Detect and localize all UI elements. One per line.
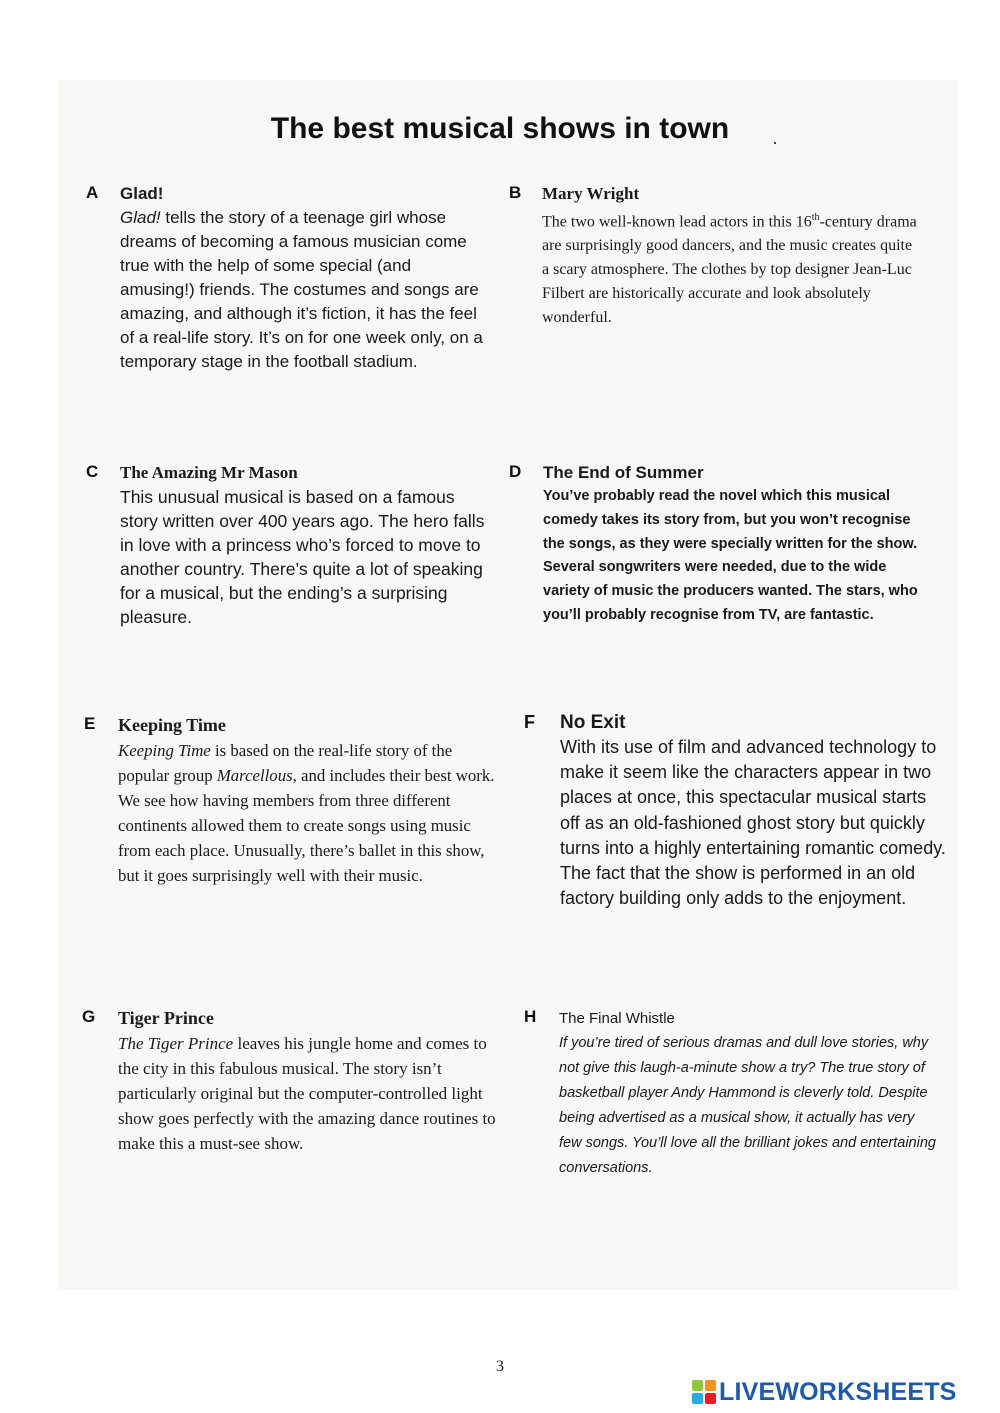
section-b-letter: B (509, 183, 522, 202)
section-e-heading: Keeping Time (118, 715, 226, 735)
section-a-body (120, 206, 490, 374)
section-h-body: If you’re tired of serious dramas and dull love stories, why not give this laugh-a-minute show a try? The true story of basketball player Andy Hammond is cleverly told. Despite being advertised as a musical show, it actually has very few songs. You’ll love all the brilliant jokes and entertaining conversations. (559, 1035, 936, 1176)
section-g-letter: G (82, 1007, 96, 1026)
section-a (120, 182, 490, 374)
section-h-heading: The Final Whistle (559, 1010, 675, 1027)
liveworksheets-watermark (692, 1378, 957, 1406)
section-h-letter: H (524, 1007, 537, 1026)
section-b-body (542, 206, 922, 330)
section-b-ordinal: th (811, 212, 820, 223)
section-d-letter: D (509, 462, 522, 481)
section-a-heading: Glad! (120, 184, 164, 203)
section-e-body (118, 738, 503, 888)
section-e-group-name: Marcellous (216, 766, 293, 785)
section-h (559, 1006, 939, 1181)
page-number: 3 (496, 1358, 504, 1375)
section-b-body-end: -century drama are surprisingly good dancers, and the music creates quite a scary atmosphere. The clothes by top designer Jean-Luc Filbert are historically accurate and look absolutely wonderful. (542, 213, 917, 327)
section-f-heading: No Exit (560, 712, 626, 733)
section-g-show-title: The Tiger Prince (118, 1034, 234, 1053)
section-g-body (118, 1031, 508, 1156)
section-g-heading: Tiger Prince (118, 1008, 214, 1028)
section-e-show-title: Keeping Time (118, 741, 211, 760)
section-d-body: You’ve probably read the novel which this musical comedy takes its story from, but you won’t recognise the songs, as they were specially written for the show. Several songwriters were needed, due to the wide variety of music the producers wanted. The stars, who you’ll probably recognise from TV, are fantastic. (543, 488, 918, 623)
section-d-heading: The End of Summer (543, 463, 704, 482)
section-a-letter: A (86, 183, 99, 202)
section-b (542, 182, 922, 330)
title-speck (774, 142, 776, 144)
section-c (120, 461, 495, 629)
section-b-body-start: The two well-known lead actors in this 16 (542, 213, 812, 231)
section-g (118, 1006, 508, 1156)
section-a-body-text: tells the story of a teenage girl whose dreams of becoming a famous musician come true with the help of some special (and amusing!) friends. The costumes and songs are amazing, and although it’s fiction, it has the feel of a real-life story. It’s on for one week only, on a temporary stage in the football stadium. (120, 208, 483, 371)
page-title: The best musical shows in town (270, 112, 730, 145)
liveworksheets-logo-text: LIVEWORKSHEETS (719, 1377, 957, 1406)
section-b-heading: Mary Wright (542, 184, 640, 203)
section-d (543, 461, 923, 628)
section-e-body-text: , and includes their best work. We see how having members from three different continents allowed them to create songs using music from each place. Unusually, there’s ballet in this show, but it goes surprisingly well with their music. (118, 766, 495, 885)
section-f-letter: F (524, 712, 535, 732)
section-c-heading: The Amazing Mr Mason (120, 463, 298, 482)
section-f-body: With its use of film and advanced technology to make it seem like the characters appear in two places at once, this spectacular musical starts off as an old-fashioned ghost story but quickly turns into a highly entertaining romantic comedy. The fact that the show is performed in an old factory building only adds to the enjoyment. (560, 737, 946, 909)
section-e-body-mid: is based on the real-life story of the popular group (118, 741, 453, 785)
section-a-show-title: Glad! (120, 208, 161, 227)
liveworksheets-logo-icon (692, 1380, 716, 1404)
section-e-letter: E (84, 714, 96, 733)
section-g-body-text: leaves his jungle home and comes to the city in this fabulous musical. The story isn’t particularly original but the computer-controlled light show goes perfectly with the amazing dance routines to make this a must-see show. (118, 1034, 496, 1153)
section-c-letter: C (86, 462, 99, 481)
section-e (118, 713, 503, 888)
section-f (560, 710, 950, 911)
section-c-body: This unusual musical is based on a famous story written over 400 years ago. The hero falls in love with a princess who’s forced to move to another country. There’s quite a lot of speaking for a musical, but the ending’s a surprising pleasure. (120, 487, 485, 627)
